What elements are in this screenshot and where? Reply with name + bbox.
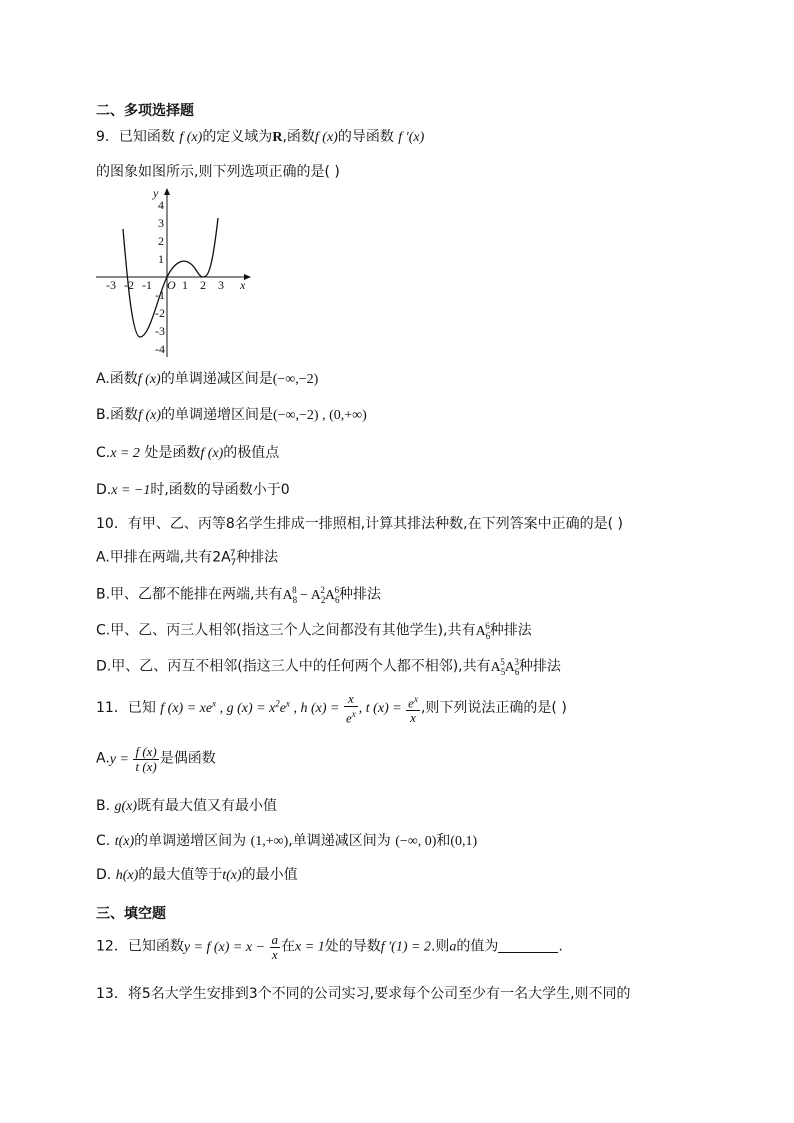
q11-c-mid: 的单调递增区间为 xyxy=(134,833,247,849)
section-fill-blank: 三、填空题 xyxy=(96,906,166,922)
q9-text-2: 的定义域为 xyxy=(202,129,273,145)
q11-c-tx: t(x) xyxy=(114,834,135,849)
q10-b-post: 种排法 xyxy=(339,586,381,603)
q9-d-eq: x = −1 xyxy=(111,483,151,498)
x-tick-label: -3 xyxy=(106,278,116,292)
q9-b-pre: B.函数 xyxy=(96,407,139,423)
y-tick-label: -1 xyxy=(155,288,165,302)
y-tick-label: -3 xyxy=(155,324,165,338)
q10-d-post: 种排法 xyxy=(518,658,561,675)
x-tick-label: -2 xyxy=(124,278,134,292)
q10-d-formula: $A_5^5A_6^3$ xyxy=(490,657,520,677)
y-tick-label: -2 xyxy=(155,306,165,320)
q9-a-pre: A.函数 xyxy=(96,371,138,387)
q11-c-int3: (0,1) xyxy=(450,834,478,849)
q10-option-c[interactable] xyxy=(96,616,532,645)
q9-a-interval: (−∞,−2) xyxy=(272,372,319,387)
q9-stem-line2: 的图象如图所示,则下列选项正确的是( ) xyxy=(96,164,340,180)
x-tick-label: 1 xyxy=(182,278,188,292)
q9-stem xyxy=(96,127,424,148)
x-tick-label: 3 xyxy=(218,278,224,292)
q11-stem xyxy=(96,692,567,725)
q9-c-pre: C. xyxy=(96,445,111,461)
q10-c-post: 种排法 xyxy=(489,622,532,639)
q12-stem: 12．已知函数y = f (x) = x − $\frac{a}{x}$ 在x = 1处的导数f ′(1) = 2.则a的值为 . xyxy=(96,932,563,962)
q12-func: y = f (x) = x − $\frac{a}{x}$ xyxy=(183,932,279,962)
q12-a: a xyxy=(449,939,457,955)
q10-a-text: A.甲排在两端,共有2A xyxy=(96,549,231,566)
q12-answer-blank[interactable] xyxy=(498,938,558,953)
q10-b-formula: $A_8^8 - A_2^2A_6^6$ xyxy=(282,585,340,605)
q11-stem-pre: 11．已知 xyxy=(96,699,156,716)
q11-c-and: 和 xyxy=(436,833,451,849)
q10-stem: 10．有甲、乙、丙等8名学生排成一排照相,计算其排法种数,在下列答案中正确的是( ) xyxy=(96,516,623,532)
q9-d-post: 时,函数的导函数小于0 xyxy=(150,482,290,498)
q11-a-formula: y = $\frac{f (x)}{t (x)}$ xyxy=(109,744,157,774)
q9-option-a[interactable] xyxy=(96,369,318,390)
q11-c-int2: (−∞, 0) xyxy=(395,834,437,849)
q11-d-post: 的最小值 xyxy=(241,867,298,883)
q12-post: .则 xyxy=(430,938,450,955)
q9-a-fx: f (x) xyxy=(137,372,161,387)
q12-mid: 在 xyxy=(281,938,296,955)
q11-a-pre: A. xyxy=(96,750,110,767)
q12-deriv: f ′(1) = 2 xyxy=(380,939,431,955)
q9-option-c[interactable] xyxy=(96,443,279,464)
q10-c-formula: $A_6^6$ xyxy=(475,621,491,641)
q10-a-sup: 7 xyxy=(229,549,236,559)
q11-c-mid2: ,单调递减区间为 xyxy=(288,833,391,849)
q9-c-eq: x = 2 xyxy=(110,446,140,461)
q9-fx-1: f (x) xyxy=(179,130,203,145)
q11-a-post: 是偶函数 xyxy=(159,750,216,767)
q10-option-b[interactable] xyxy=(96,580,381,609)
q11-c-int1: (1,+∞) xyxy=(250,834,289,849)
q13-stem: 13．将5名大学生安排到3个不同的公司实习,要求每个公司至少有一名大学生,则不同的 xyxy=(96,986,631,1002)
q11-b-gx: g(x) xyxy=(114,799,138,814)
y-tick-label: 4 xyxy=(158,198,164,212)
origin-label: O xyxy=(167,278,176,292)
q10-b-text: B.甲、乙都不能排在两端,共有 xyxy=(96,586,283,603)
q10-a-sub: 7 xyxy=(230,558,237,569)
q11-option-c[interactable]: C. t(x)的单调递增区间为 (1,+∞),单调递减区间为 (−∞, 0)和(0,1) xyxy=(96,833,478,849)
q10-c-text: C.甲、乙、丙三人相邻(指这三个人之间都没有其他学生),共有 xyxy=(96,622,476,639)
y-axis-label: y xyxy=(153,186,159,200)
y-tick-label: 3 xyxy=(158,216,164,230)
q10-a-post: 种排法 xyxy=(236,549,279,566)
q9-option-b[interactable] xyxy=(96,405,367,426)
q11-option-a[interactable] xyxy=(96,745,216,774)
q9-text-3: ,函数 xyxy=(282,129,315,145)
q9-c-post: 的极值点 xyxy=(223,445,280,461)
q9-b-fx: f (x) xyxy=(138,408,161,423)
q12-pre: 12．已知函数 xyxy=(96,938,184,955)
x-axis-label: x xyxy=(240,278,246,292)
q9-text-4: 的导函数 xyxy=(337,129,394,145)
q11-option-b[interactable]: B. g(x)既有最大值又有最小值 xyxy=(96,798,278,814)
q11-b-text: 既有最大值又有最小值 xyxy=(137,798,278,814)
q11-d-tx: t(x) xyxy=(222,868,242,883)
q9-text-1: 已知函数 xyxy=(118,129,175,145)
q9-c-mid: 处是函数 xyxy=(144,445,201,461)
y-tick-label: 2 xyxy=(158,234,164,248)
q10-d-text: D.甲、乙、丙互不相邻(指这三人中的任何两个人都不相邻),共有 xyxy=(96,658,491,675)
q9-option-d[interactable] xyxy=(96,480,290,501)
q11-d-hx: h(x) xyxy=(115,868,139,883)
y-tick-label: -4 xyxy=(155,342,165,356)
q9-fprime: f ′(x) xyxy=(398,130,425,145)
q12-mid2: 处的导数 xyxy=(324,938,381,955)
q11-d-mid: 的最大值等于 xyxy=(138,867,223,883)
q9-d-pre: D. xyxy=(96,482,112,498)
q11-option-d[interactable]: D. h(x)的最大值等于t(x)的最小值 xyxy=(96,867,298,883)
q9-b-interval: (−∞,−2) , (0,+∞) xyxy=(273,408,367,423)
q11-functions: f $(x) = xe^x$ , g $(x) = x^2e^x$ , h (x) = $\frac{x}{e^x}$ , t (x) = $\frac{e^x}{x}$ xyxy=(160,691,418,726)
q11-stem-post: ,则下列说法正确的是( ) xyxy=(420,699,567,716)
derivative-graph xyxy=(94,185,254,360)
section-multi-choice: 二、多项选择题 xyxy=(96,103,194,119)
q9-R: R xyxy=(272,130,283,145)
q9-c-fx: f (x) xyxy=(200,446,224,461)
q9-fx-2: f (x) xyxy=(314,130,338,145)
x-tick-label: 2 xyxy=(200,278,206,292)
q9-a-mid: 的单调递减区间是 xyxy=(160,371,273,387)
q10-option-a[interactable] xyxy=(96,544,278,573)
y-tick-label: 1 xyxy=(158,252,164,266)
q12-post2: 的值为 xyxy=(456,938,499,955)
q12-x1: x = 1 xyxy=(295,939,325,955)
q9-b-mid: 的单调递增区间是 xyxy=(161,407,273,423)
q9-number: 9． xyxy=(96,129,119,145)
x-tick-label: -1 xyxy=(142,278,152,292)
q10-option-d[interactable] xyxy=(96,652,561,681)
